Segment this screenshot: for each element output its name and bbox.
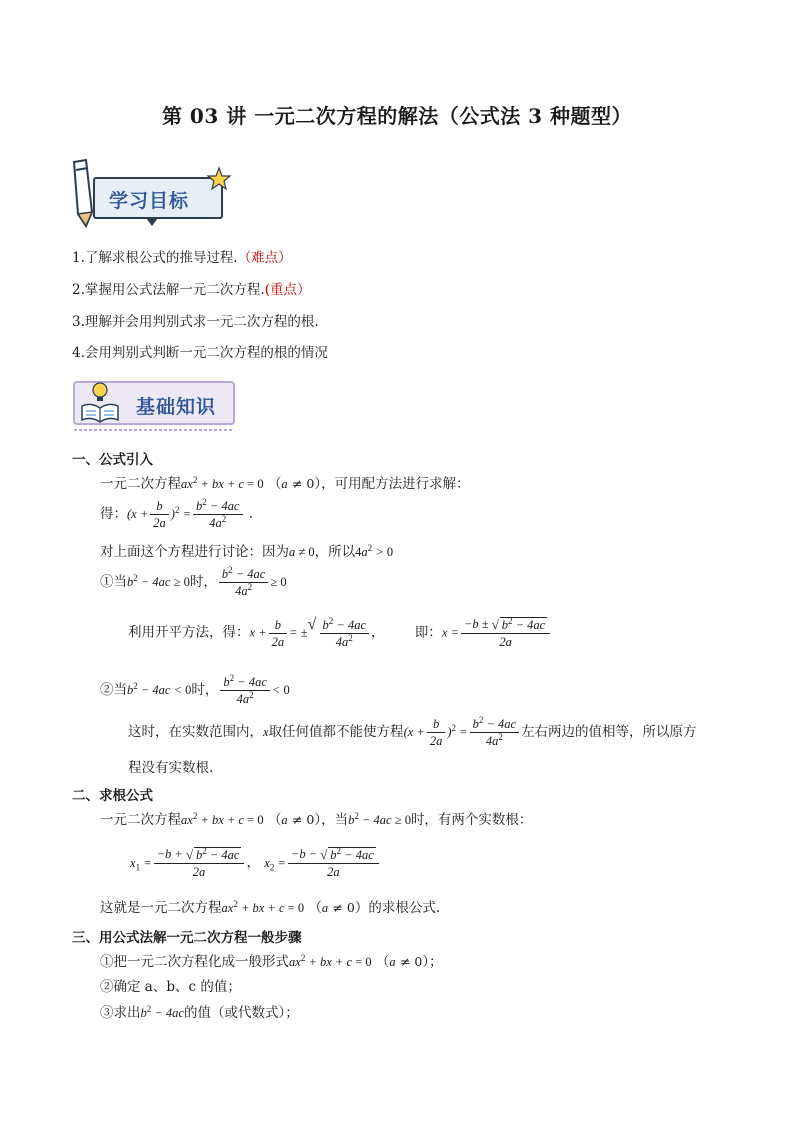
sec2-line3: 这就是一元二次方程$ax^2$ + bx + c = 0 （a ≠ 0）的求根公式. [100, 898, 441, 916]
learning-objectives-badge [64, 156, 234, 232]
sec1-line2: 得：(x + $\frac{b}{2a}$ )$^2$ = $\frac{b^2 - 4ac}{4a^2}$ . [100, 496, 254, 530]
case1-line1: ①当$b^2 - 4ac \ge 0$时， $\frac{b^2 - 4ac}{4a^2}$ ≥ 0 [100, 564, 287, 598]
section-2-heading: 二、求根公式 [72, 788, 153, 804]
objective-4: 4.会用判别式判断一元二次方程的根的情况 [72, 345, 328, 361]
case2-line1: ②当$b^2 - 4ac < 0$时， $\frac{b^2 - 4ac}{4a^2}$ < 0 [100, 672, 290, 706]
step-1: ①把一元二次方程化成一般形式$ax^2$ + bx + c = 0 （a ≠ 0）； [100, 952, 443, 970]
badge-label: 基础知识 [136, 396, 217, 418]
section-1-heading: 一、公式引入 [72, 452, 153, 468]
case2-line3: 程没有实数根. [128, 760, 214, 776]
case2-line2: 这时，在实数范围内，x取任何值都不能使方程(x + $\frac{b}{2a}$ )$^2$ = $\frac{b^2 - 4ac}{4a^2}$ 左右两边的值相等，所以原方 [128, 714, 697, 748]
sec2-roots: $x_1$ = −b + √ $b^2 - 4ac$ 2a ， $x_2$ = −b − √ $b^2 - 4ac$ 2a [130, 846, 381, 880]
step-3: ③求出$b^2 - 4ac$的值（或代数式）； [100, 1003, 299, 1021]
badge-label: 学习目标 [109, 190, 190, 212]
case1-line2: 利用开平方法，得：x + $\frac{b}{2a}$ = ± √ $\frac{b^2 - 4ac}{4a^2}$ ， 即：x = −b ± √ $b^2 - 4ac$ 2a [128, 616, 552, 650]
page-title: 第 03 讲 一元二次方程的解法（公式法 3 种题型） [161, 104, 633, 128]
basic-knowledge-badge [72, 378, 242, 434]
sec1-line3: 对上面这个方程进行讨论：因为a ≠ 0，所以$4a^2 > 0$ [100, 542, 394, 560]
objective-3: 3.理解并会用判别式求一元二次方程的根. [72, 314, 319, 330]
step-2: ②确定 a、b、c 的值； [100, 979, 241, 995]
objective-2: 2.掌握用公式法解一元二次方程.(重点） [72, 282, 311, 298]
section-3-heading: 三、用公式法解一元二次方程一般步骤 [72, 930, 302, 946]
objective-1: 1.了解求根公式的推导过程.（难点） [72, 250, 292, 266]
sec1-line1: 一元二次方程$ax^2$ + bx + c = 0 （a ≠ 0），可用配方法进行求解： [100, 474, 470, 492]
sec2-line1: 一元二次方程$ax^2$ + bx + c = 0 （a ≠ 0），当$b^2 - 4ac \ge 0$时，有两个实数根： [100, 810, 533, 828]
